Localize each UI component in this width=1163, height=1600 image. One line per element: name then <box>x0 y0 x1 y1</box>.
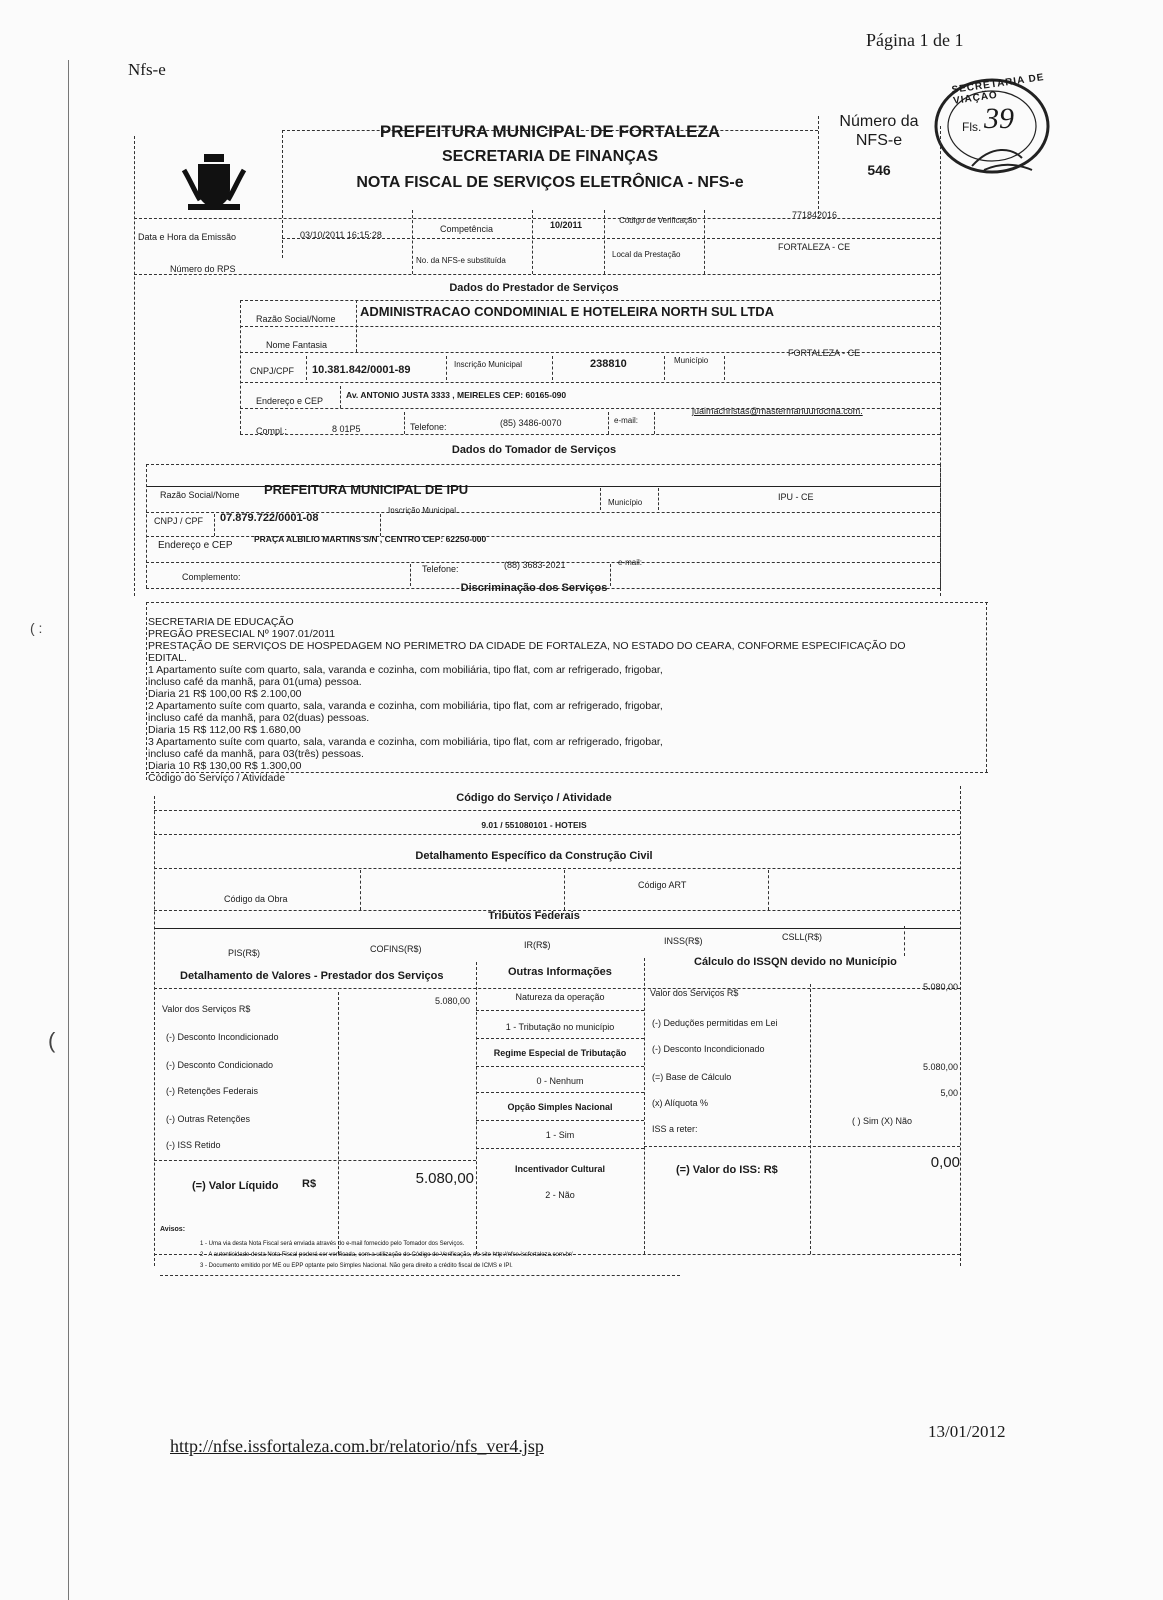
outras-retencoes-label: (-) Outras Retenções <box>166 1114 251 1124</box>
tomador-endereco-label: Endereço e CEP <box>158 540 233 551</box>
tomador-municipio-label: Município <box>608 498 643 507</box>
aliquota-value: 5,00 <box>940 1088 958 1098</box>
valor-iss-value: 0,00 <box>930 1154 960 1171</box>
discriminacao-section-title: Discriminação dos Serviços <box>460 582 608 594</box>
aviso-2: 2 - A autenticidade desta Nota Fiscal poderá ser verificada, com a utilização do Código de Verificação, no site http://nfse.issfortaleza.com.br/ <box>200 1252 573 1258</box>
base-calculo-value: 5.080,00 <box>922 1062 958 1072</box>
discriminacao-line: Diaria 10 R$ 130,00 R$ 1.300,00 <box>148 760 302 772</box>
regime-label: Regime Especial de Tributação <box>493 1048 627 1058</box>
tomador-section-title: Dados do Tomador de Serviços <box>451 444 617 456</box>
tributo-ir: IR(R$) <box>524 940 551 950</box>
tomador-email-label: e-mail: <box>618 558 643 567</box>
iss-reter-label: ISS a reter: <box>652 1124 698 1134</box>
competencia-label: Competência <box>440 224 494 234</box>
tomador-endereco-value: PRAÇA ALBILIO MARTINS S/N , CENTRO CEP: 62250-000 <box>254 534 487 544</box>
tomador-telefone-value: (88) 3683-2021 <box>504 560 566 570</box>
discriminacao-line: Diaria 15 R$ 112,00 R$ 1.680,00 <box>148 724 301 736</box>
prestador-compl-value: 8 01P5 <box>332 424 361 434</box>
avisos-block <box>160 1226 920 1276</box>
simples-value: 1 - Sim <box>545 1130 575 1140</box>
local-prestacao-label: Local da Prestação <box>612 250 681 259</box>
iss-retido-label: (-) ISS Retido <box>166 1140 221 1150</box>
scan-margin-line <box>68 60 69 1600</box>
discriminacao-line: 3 Apartamento suíte com quarto, sala, varanda e cozinha, com mobiliária, tipo flat, com ar refrigerado, frigobar, <box>148 736 663 748</box>
codigo-art-label: Código ART <box>638 880 687 890</box>
tomador-razao-value: PREFEITURA MUNICIPAL DE IPU <box>264 482 469 497</box>
discriminacao-line: 1 Apartamento suíte com quarto, sala, varanda e cozinha, com mobiliária, tipo flat, com ar refrigerado, frigobar, <box>148 664 663 676</box>
discriminacao-line: incluso café da manhã, para 03(três) pessoas. <box>148 748 364 760</box>
issqn-valor-servicos-label: Valor dos Serviços R$ <box>650 988 739 998</box>
prestador-fantasia-label: Nome Fantasia <box>266 340 328 350</box>
desconto-incond-label: (-) Desconto Incondicionado <box>166 1032 279 1042</box>
discriminacao-text <box>148 616 905 784</box>
tributo-inss: INSS(R$) <box>664 936 703 946</box>
prestador-inscricao-value: 238810 <box>590 358 627 370</box>
tomador-telefone-label: Telefone: <box>422 564 459 574</box>
construcao-section-title: Detalhamento Específico da Construção Civil <box>415 850 653 862</box>
base-calculo-label: (=) Base de Cálculo <box>652 1072 732 1082</box>
desconto-cond-label: (-) Desconto Condicionado <box>166 1060 274 1070</box>
outras-section-title: Outras Informações <box>508 966 612 978</box>
simples-label: Opção Simples Nacional <box>507 1102 613 1112</box>
natureza-label: Natureza da operação <box>515 992 605 1002</box>
aviso-3: 3 - Documento emitido por ME ou EPP optante pelo Simples Nacional. Não gera direito a crédito fiscal de ICMS e IPI. <box>200 1263 513 1269</box>
numero-rps-label: Número do RPS <box>170 264 236 274</box>
tributo-csll: CSLL(R$) <box>782 932 823 942</box>
regime-value: 0 - Nenhum <box>536 1076 584 1086</box>
tributo-pis: PIS(R$) <box>228 948 261 958</box>
page-number: Página 1 de 1 <box>866 30 964 50</box>
prestador-municipio-label: Município <box>674 356 709 365</box>
stamp-fls-number: 39 <box>984 102 1014 135</box>
scan-mark-2: ( <box>48 1028 56 1053</box>
footer-date: 13/01/2012 <box>928 1422 1006 1441</box>
numero-nfse-label: Número da NFS-e <box>839 113 919 149</box>
tomador-razao-label: Razão Social/Nome <box>160 490 240 500</box>
retencoes-label: (-) Retenções Federais <box>166 1086 259 1096</box>
discriminacao-line: incluso café da manhã, para 02(duas) pessoas. <box>148 712 370 724</box>
issqn-desconto-label: (-) Desconto Incondicionado <box>652 1044 765 1054</box>
prestador-section-title: Dados do Prestador de Serviços <box>449 282 619 294</box>
prestador-telefone-value: (85) 3486-0070 <box>500 418 562 428</box>
numero-nfse-value: 546 <box>867 162 891 178</box>
avisos-title: Avisos: <box>160 1226 186 1233</box>
discriminacao-line: SECRETARIA DE EDUCAÇÃO <box>148 616 294 628</box>
prestador-cnpj-label: CNPJ/CPF <box>250 366 295 376</box>
iss-reter-value: ( ) Sim (X) Não <box>852 1116 913 1126</box>
incentivador-label: Incentivador Cultural <box>514 1164 605 1174</box>
codigo-servico-value: 9.01 / 551080101 - HOTEIS <box>481 820 587 830</box>
coat-of-arms-icon <box>174 148 254 218</box>
prestador-compl-label: Compl.: <box>256 426 288 436</box>
prestador-email-value[interactable]: juaimachristas@mastermanuunocma.com. <box>692 406 863 416</box>
discriminacao-line: 2 Apartamento suíte com quarto, sala, varanda e cozinha, com mobiliária, tipo flat, com ar refrigerado, frigobar, <box>148 700 663 712</box>
prestador-razao-label: Razão Social/Nome <box>256 314 336 324</box>
codigo-verificacao-value: 771842016 <box>792 210 838 220</box>
valor-liquido-value: 5.080,00 <box>415 1170 474 1187</box>
aliquota-label: (x) Alíquota % <box>652 1098 709 1108</box>
prestador-endereco-label: Endereço e CEP <box>256 396 324 406</box>
protocol-stamp <box>932 74 1052 184</box>
header-line-2: SECRETARIA DE FINANÇAS <box>441 148 658 165</box>
nfse-substituida-label: No. da NFS-e substituída <box>416 256 506 265</box>
valor-servicos-value: 5.080,00 <box>434 996 470 1006</box>
tributo-cofins: COFINS(R$) <box>370 944 422 954</box>
discriminacao-line: PRESTAÇÃO DE SERVIÇOS DE HOSPEDAGEM NO PERIMETRO DA CIDADE DE FORTALEZA, NO ESTADO DO CEARA, CONFORME ESPECIFICAÇÃO DO <box>148 640 906 652</box>
natureza-value: 1 - Tributação no município <box>505 1022 615 1032</box>
prestador-email-label: e-mail: <box>614 416 639 425</box>
tomador-cnpj-value: 07.879.722/0001-08 <box>220 512 319 524</box>
prestador-cnpj-value: 10.381.842/0001-89 <box>312 364 411 376</box>
competencia-value: 10/2011 <box>550 220 583 230</box>
valor-servicos-label: Valor dos Serviços R$ <box>162 1004 251 1014</box>
discriminacao-line: Código do Serviço / Atividade <box>148 772 286 784</box>
valor-liquido-label: (=) Valor Líquido <box>192 1180 279 1192</box>
aviso-1: 1 - Uma via desta Nota Fiscal será enviada através do e-mail fornecido pelo Tomador dos Serviços. <box>200 1241 465 1247</box>
tributos-section-title: Tributos Federais <box>488 910 580 922</box>
stamp-text: SECRETARIA DE VIAÇÃO <box>950 72 1046 107</box>
tomador-municipio-value: IPU - CE <box>778 492 814 502</box>
codigo-verificacao-label: Código de Verificação <box>619 216 697 225</box>
codigo-servico-section-title: Código do Serviço / Atividade <box>456 792 612 804</box>
prestador-inscricao-label: Inscrição Municipal <box>454 360 523 369</box>
deducoes-label: (-) Deduções permitidas em Lei <box>652 1018 778 1028</box>
nfse-document <box>134 113 960 1291</box>
prestador-telefone-label: Telefone: <box>410 422 447 432</box>
discriminacao-line: PREGÃO PRESECIAL Nº 1907.01/2011 <box>148 628 336 640</box>
data-emissao-label: Data e Hora da Emissão <box>138 232 237 242</box>
valor-liquido-currency: R$ <box>302 1178 317 1190</box>
issqn-valor-servicos-value: 5.080,00 <box>922 982 958 992</box>
tomador-complemento-label: Complemento: <box>182 572 241 582</box>
valores-section-title: Detalhamento de Valores - Prestador dos Serviços <box>180 970 444 982</box>
prestador-municipio-value: FORTALEZA - CE <box>788 348 861 358</box>
footer-url[interactable]: http://nfse.issfortaleza.com.br/relatorio/nfs_ver4.jsp <box>170 1436 544 1456</box>
local-prestacao-value: FORTALEZA - CE <box>778 242 851 252</box>
tomador-cnpj-label: CNPJ / CPF <box>154 516 204 526</box>
header-line-1: PREFEITURA MUNICIPAL DE FORTALEZA <box>379 122 721 141</box>
incentivador-value: 2 - Não <box>545 1190 575 1200</box>
prestador-razao-value: ADMINISTRACAO CONDOMINIAL E HOTELEIRA NORTH SUL LTDA <box>360 304 775 319</box>
data-emissao-value: 03/10/2011 16:15:28 <box>300 230 382 240</box>
issqn-section-title: Cálculo do ISSQN devido no Município <box>694 956 897 968</box>
prestador-endereco-value: Av. ANTONIO JUSTA 3333 , MEIRELES CEP: 60165-090 <box>346 390 567 400</box>
scan-mark: ( : <box>30 620 43 636</box>
valor-iss-label: (=) Valor do ISS: R$ <box>676 1164 778 1176</box>
page-header-left: Nfs-e <box>128 60 166 79</box>
discriminacao-line: incluso café da manhã, para 01(uma) pessoa. <box>148 676 362 688</box>
discriminacao-line: EDITAL. <box>148 652 187 664</box>
stamp-fls-label: Fls. <box>962 120 982 134</box>
header-line-3: NOTA FISCAL DE SERVIÇOS ELETRÔNICA - NFS-e <box>356 174 744 191</box>
discriminacao-line: Diaria 21 R$ 100,00 R$ 2.100,00 <box>148 688 302 700</box>
tomador-inscricao-label: Inscrição Municipal <box>388 506 457 515</box>
codigo-obra-label: Código da Obra <box>224 894 288 904</box>
